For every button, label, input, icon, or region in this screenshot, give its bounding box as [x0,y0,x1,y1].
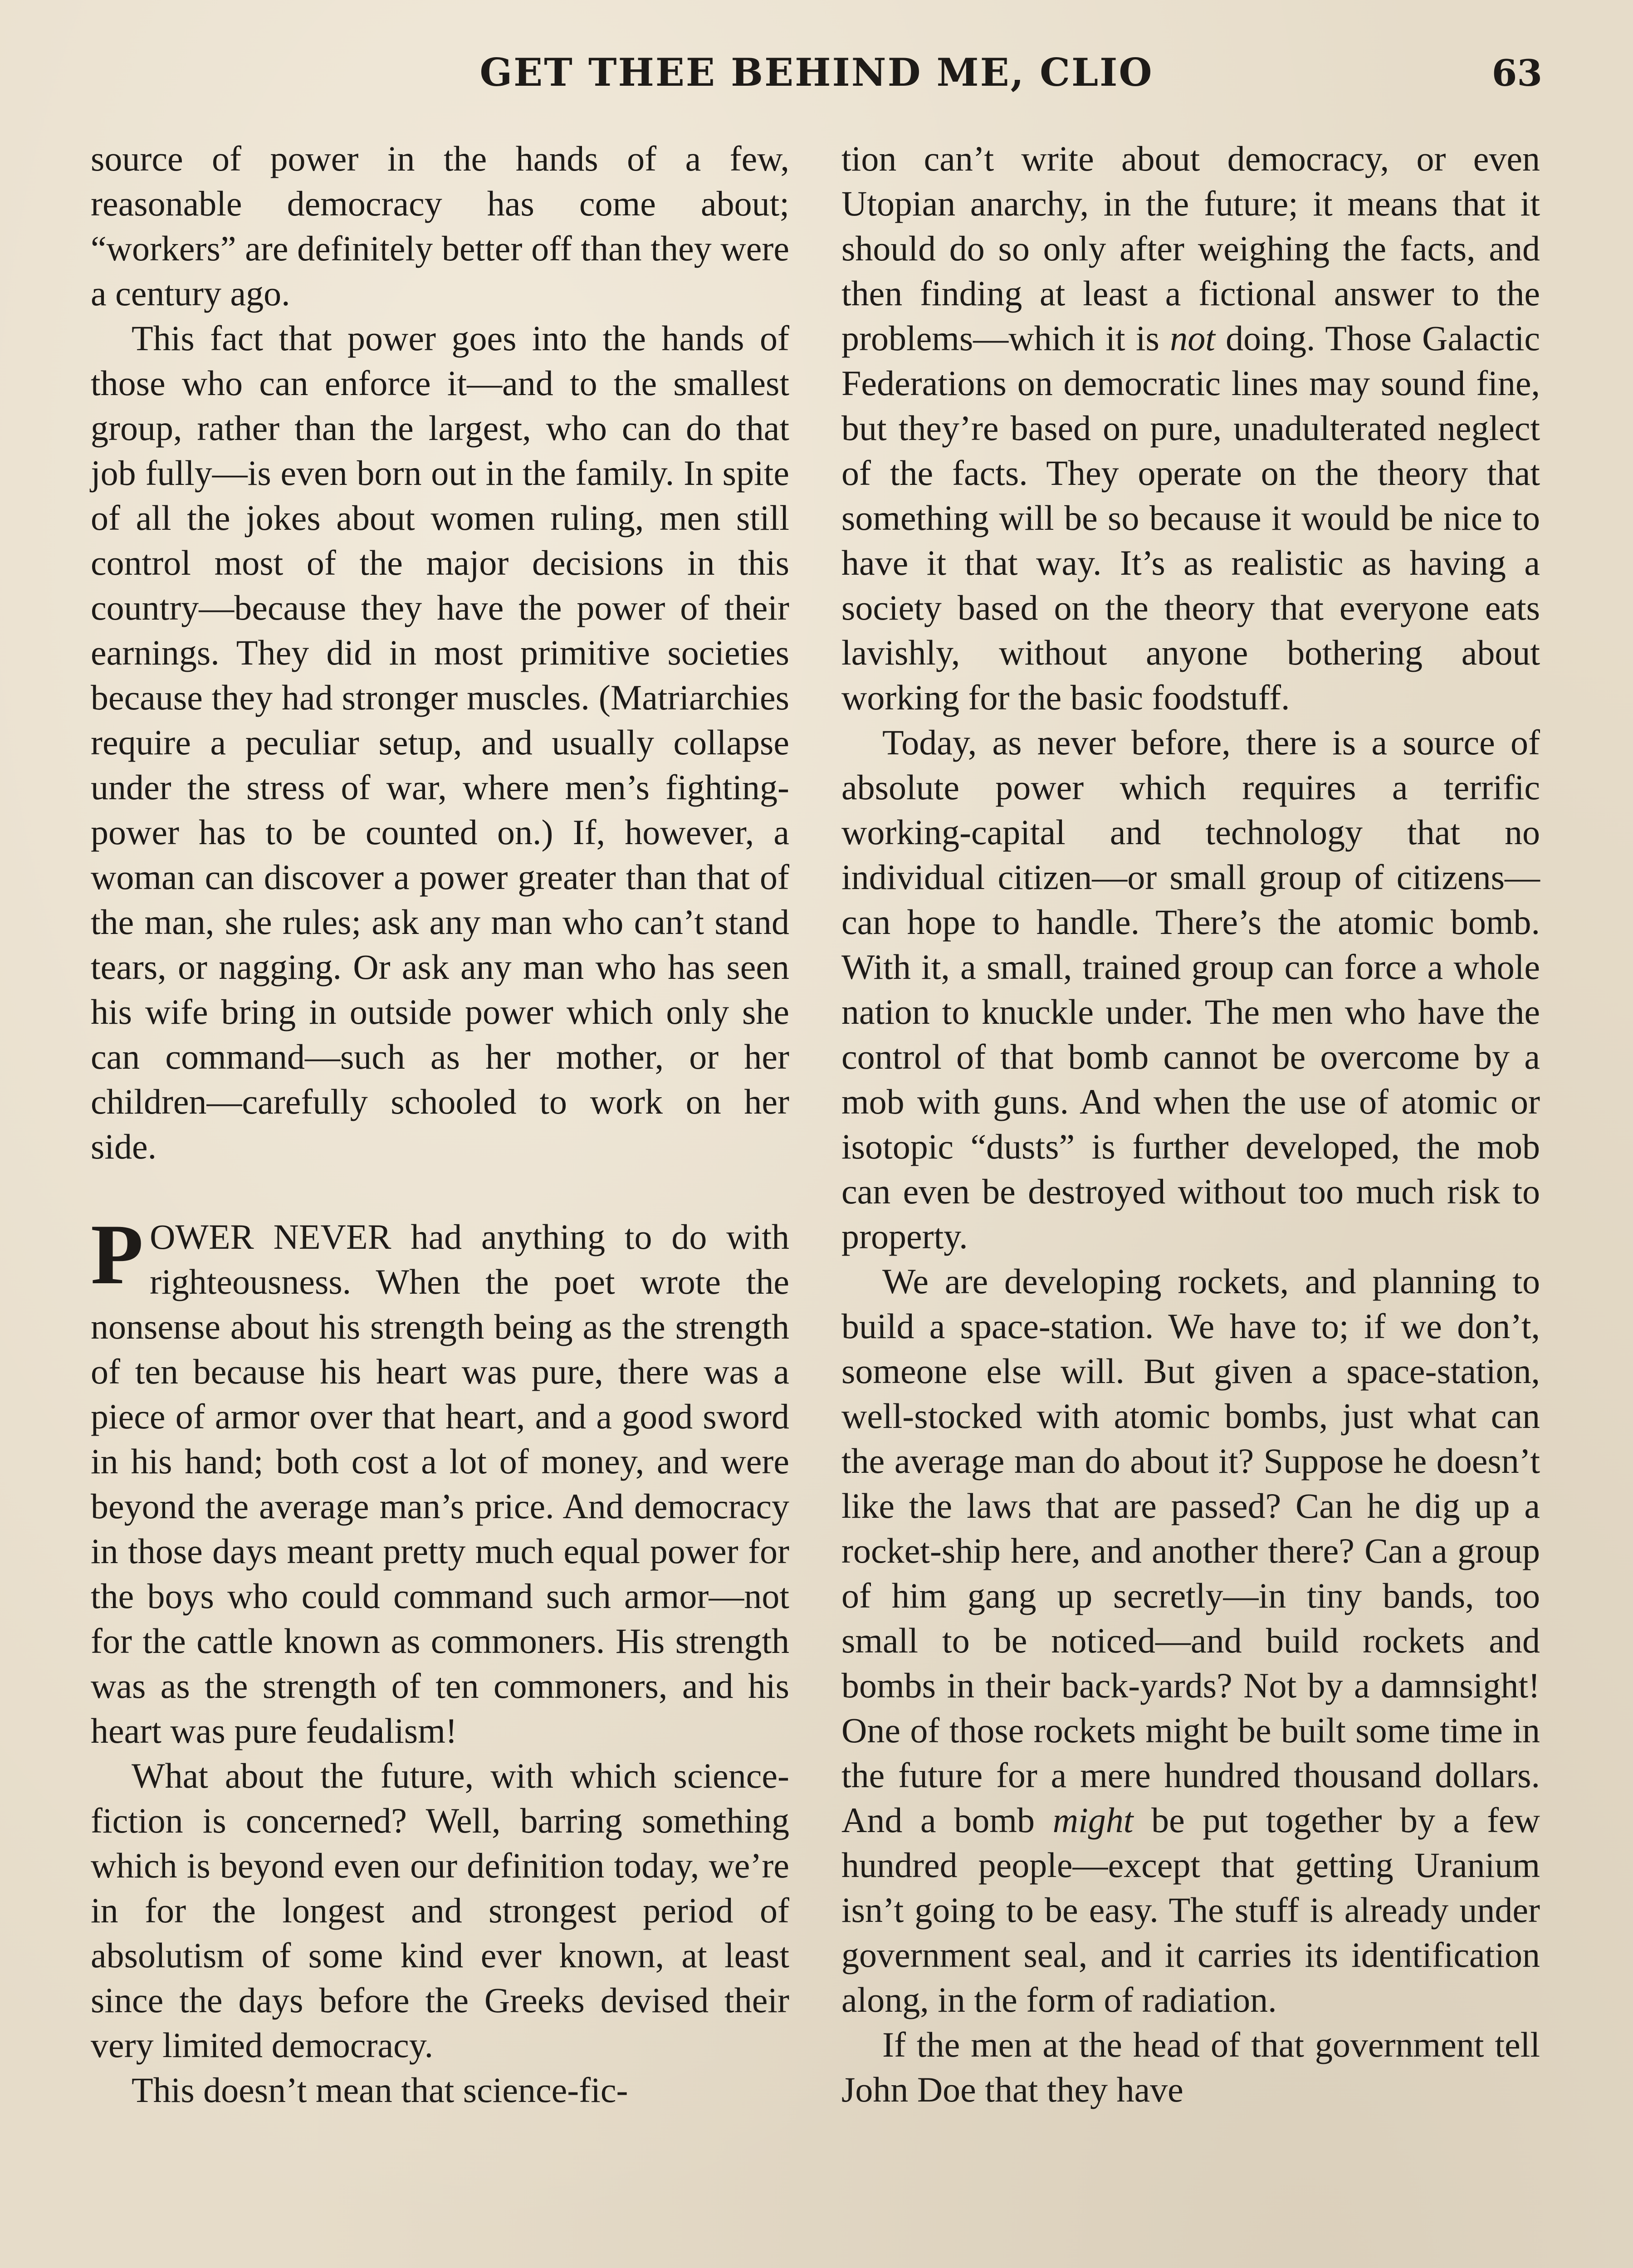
paragraph-text: doing. Those Galactic Federations on democratic lines may sound fine, but they’re based on pure, unadulterated neglect of the facts. They operate on the theory that something will be so because it would be nice to have it that way. It’s as realistic as having a society based on the theory that everyone eats lavishly, without anyone bothering about working for the basic foodstuff. [841,318,1540,717]
paragraph [841,136,1540,720]
lead-in-caps: OWER NEVER [150,1217,391,1256]
left-column [91,136,789,2112]
emphasis: not [1170,318,1215,358]
emphasis: might [1052,1800,1134,1840]
paragraph-text: had anything to do with righteousness. When the poet wrote the nonsense about his strength being as the strength of ten because his heart was pure, there was a piece of armor over that heart, and a good sword in his hand; both cost a lot of money, and were beyond the average man’s price. And democracy in those days meant pretty much equal power for the boys who could command such armor—not for the cattle known as commoners. His strength was as the strength of ten commoners, and his heart was pure feudalism! [91,1217,789,1750]
paragraph-text: be put together by a few hundred people—except that getting Uranium isn’t going to be easy. The stuff is already under government seal, and it carries its identification along, in the form of radiation. [841,1800,1540,2019]
right-column [841,136,1540,2112]
paragraph: This fact that power goes into the hands of those who can enforce it—and to the smallest group, rather than the largest, who can do that job fully—is even born out in the family. In spite of all the jokes about women ruling, men still control most of the major decisions in this country—because they have the power of their earnings. They did in most primitive societies because they had stronger muscles. (Matriarchies require a peculiar setup, and usually collapse under the stress of war, where men’s fighting-power has to be counted on.) If, however, a woman can discover a power greater than that of the man, she rules; ask any man who can’t stand tears, or nagging. Or ask any man who has seen his wife bring in outside power which only she can command—such as her mother, or her children—carefully schooled to work on her side. [91,318,789,1166]
paragraph: This doesn’t mean that science-fic- [132,2070,628,2110]
drop-cap: P [91,1207,144,1302]
section-break [91,1169,789,1214]
paragraph: If the men at the head of that government tell John Doe that they have [841,2025,1540,2109]
paragraph [841,1259,1540,2022]
running-title: GET THEE BEHIND ME, CLIO [479,50,1154,95]
page-header [0,45,1633,104]
paragraph: What about the future, with which science-fiction is concerned? Well, barring something which is beyond even our definition today, we’re in for the longest and strongest period of absolutism of some kind ever known, at least since the days before the Greeks devised their very limited democracy. [91,1756,789,2065]
paragraph: source of power in the hands of a few, reasonable democracy has come about; “workers” are definitely better off than they were a century ago. [91,139,789,313]
paragraph: Today, as never before, there is a source of absolute power which requires a terrific working-capital and technology that no individual citizen—or small group of citizens—can hope to handle. There’s the atomic bomb. With it, a small, trained group can force a whole nation to knuckle under. The men who have the control of that bomb cannot be overcome by a mob with guns. And when the use of atomic or isotopic “dusts” is further developed, the mob can even be destroyed without too much risk to property. [841,723,1540,1256]
paragraph-dropcap [91,1207,789,1753]
page-number: 63 [1491,52,1542,94]
paragraph-text: We are developing rockets, and planning to build a space-station. We have to; if we don’t, someone else will. But given a space-station, well-stocked with atomic bombs, just what can the average man do about it? Suppose he doesn’t like the laws that are passed? Can he dig up a rocket-ship here, and another there? Can a group of him gang up secretly—in tiny bands, too small to be noticed—and build rockets and bombs in their back-yards? Not by a damnsight! One of those rockets might be built some time in the future for a mere hundred thousand dollars. And a bomb [841,1261,1540,1840]
paragraph-text: tion can’t write about democracy, or even Utopian anarchy, in the future; it means that it should do so only after weighing the facts, and then finding at least a fictional answer to the problems—which it is [841,139,1540,358]
